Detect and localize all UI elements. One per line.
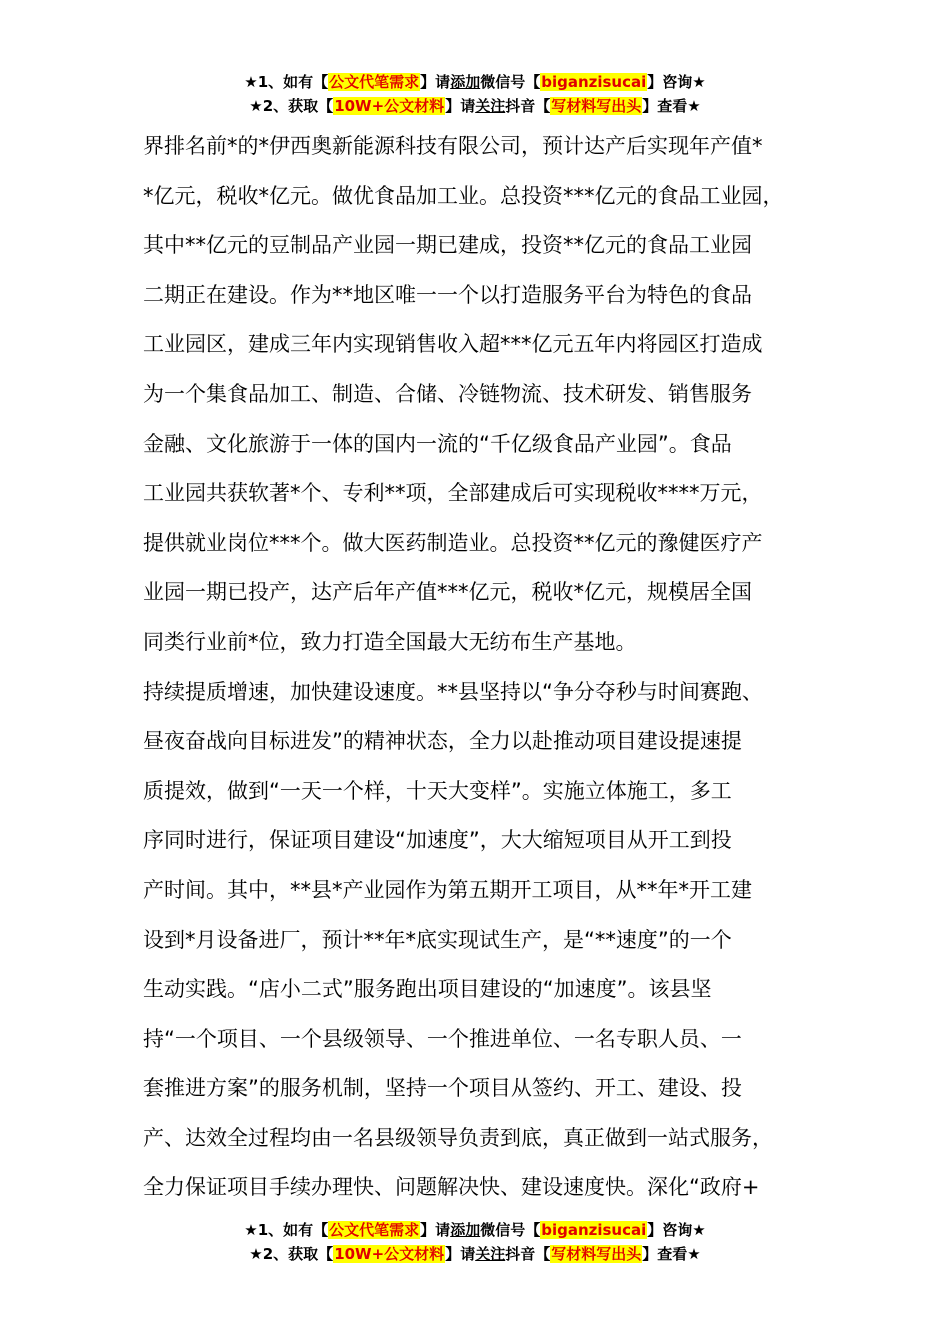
text-line: 工业园共获软著*个、专利**项，全部建成后可实现税收****万元， [143, 481, 763, 506]
text-line: 金融、文化旅游于一体的国内一流的“千亿级食品产业园”。食品 [143, 431, 732, 456]
banner-text: 微信号【 [480, 1221, 541, 1239]
text-line: 产时间。其中，**县*产业园作为第五期开工项目，从**年*开工建 [143, 877, 752, 902]
text-line: 二期正在建设。作为**地区唯一一个以打造服务平台为特色的食品 [143, 282, 752, 307]
text-line: 设到*月设备进厂，预计**年*底实现试生产，是“**速度”的一个 [143, 927, 732, 952]
text-line: 昼夜奋战向目标进发”的精神状态，全力以赴推动项目建设提速提 [143, 729, 742, 754]
text-line: 序同时进行，保证项目建设“加速度”，大大缩短项目从开工到投 [143, 828, 732, 853]
highlight-douyin: 写材料写出头 [551, 97, 642, 115]
text-line: 提供就业岗位***个。做大医药制造业。总投资**亿元的豫健医疗产 [143, 530, 763, 555]
banner-emphasis: 关注 [475, 97, 506, 115]
document-body [143, 122, 833, 1213]
banner-text: 】咨询★ [647, 1221, 706, 1239]
banner-text: ★1、如有【 [244, 1221, 329, 1239]
text-line: *亿元，税收*亿元。做优食品加工业。总投资***亿元的食品工业园， [143, 183, 784, 208]
text-line: 生动实践。“店小二式”服务跑出项目建设的“加速度”。该县坚 [143, 977, 712, 1002]
text-line: 产、达效全过程均由一名县级领导负责到底，真正做到一站式服务， [143, 1125, 773, 1150]
text-line: 质提效，做到“一天一个样，十天大变样”。实施立体施工，多工 [143, 778, 732, 803]
banner-text: 】请 [445, 97, 476, 115]
banner-emphasis: 关注 [475, 1245, 506, 1263]
text-line: 界排名前*的*伊西奥新能源科技有限公司，预计达产后实现年产值* [143, 134, 763, 158]
banner-text: ★2、获取【 [249, 97, 334, 115]
bottom-banner [0, 1218, 950, 1266]
highlight-service: 公文代笔需求 [329, 1221, 420, 1239]
banner-text: 】请 [420, 73, 451, 91]
banner-line-2 [0, 1242, 950, 1266]
text-line: 业园一期已投产，达产后年产值***亿元，税收*亿元，规模居全国 [143, 580, 752, 605]
banner-line-1 [0, 1218, 950, 1242]
banner-line-1 [0, 70, 950, 94]
text-line: 同类行业前*位，致力打造全国最大无纺布生产基地。 [143, 629, 637, 654]
banner-text: 】请 [420, 1221, 451, 1239]
highlight-materials: 10W+公文材料 [334, 1245, 445, 1263]
highlight-wechat-id: biganzisucai [541, 73, 647, 91]
text-line: 其中**亿元的豆制品产业园一期已建成，投资**亿元的食品工业园 [143, 233, 752, 258]
highlight-wechat-id: biganzisucai [541, 1221, 647, 1239]
highlight-douyin: 写材料写出头 [551, 1245, 642, 1263]
highlight-service: 公文代笔需求 [329, 73, 420, 91]
top-banner [0, 70, 950, 118]
banner-text: 】查看★ [642, 1245, 701, 1263]
text-line: 套推进方案”的服务机制，坚持一个项目从签约、开工、建设、投 [143, 1076, 742, 1101]
text-line: 工业园区，建成三年内实现销售收入超***亿元五年内将园区打造成 [143, 332, 763, 357]
banner-text: 抖音【 [505, 1245, 551, 1263]
banner-text: 】咨询★ [647, 73, 706, 91]
banner-text: ★2、获取【 [249, 1245, 334, 1263]
banner-line-2 [0, 94, 950, 118]
text-line: 持“一个项目、一个县级领导、一个推进单位、一名专职人员、一 [143, 1026, 742, 1051]
banner-text: 微信号【 [480, 73, 541, 91]
banner-emphasis: 添加 [450, 1221, 481, 1239]
text-line: 持续提质增速，加快建设速度。**县坚持以“争分夺秒与时间赛跑、 [143, 679, 763, 704]
banner-text: ★1、如有【 [244, 73, 329, 91]
banner-text: 抖音【 [505, 97, 551, 115]
banner-text: 】查看★ [642, 97, 701, 115]
text-line: 为一个集食品加工、制造、合储、冷链物流、技术研发、销售服务 [143, 381, 752, 406]
highlight-materials: 10W+公文材料 [334, 97, 445, 115]
banner-text: 】请 [445, 1245, 476, 1263]
text-line: 全力保证项目手续办理快、问题解决快、建设速度快。深化“政府+ [143, 1175, 760, 1200]
banner-emphasis: 添加 [450, 73, 481, 91]
